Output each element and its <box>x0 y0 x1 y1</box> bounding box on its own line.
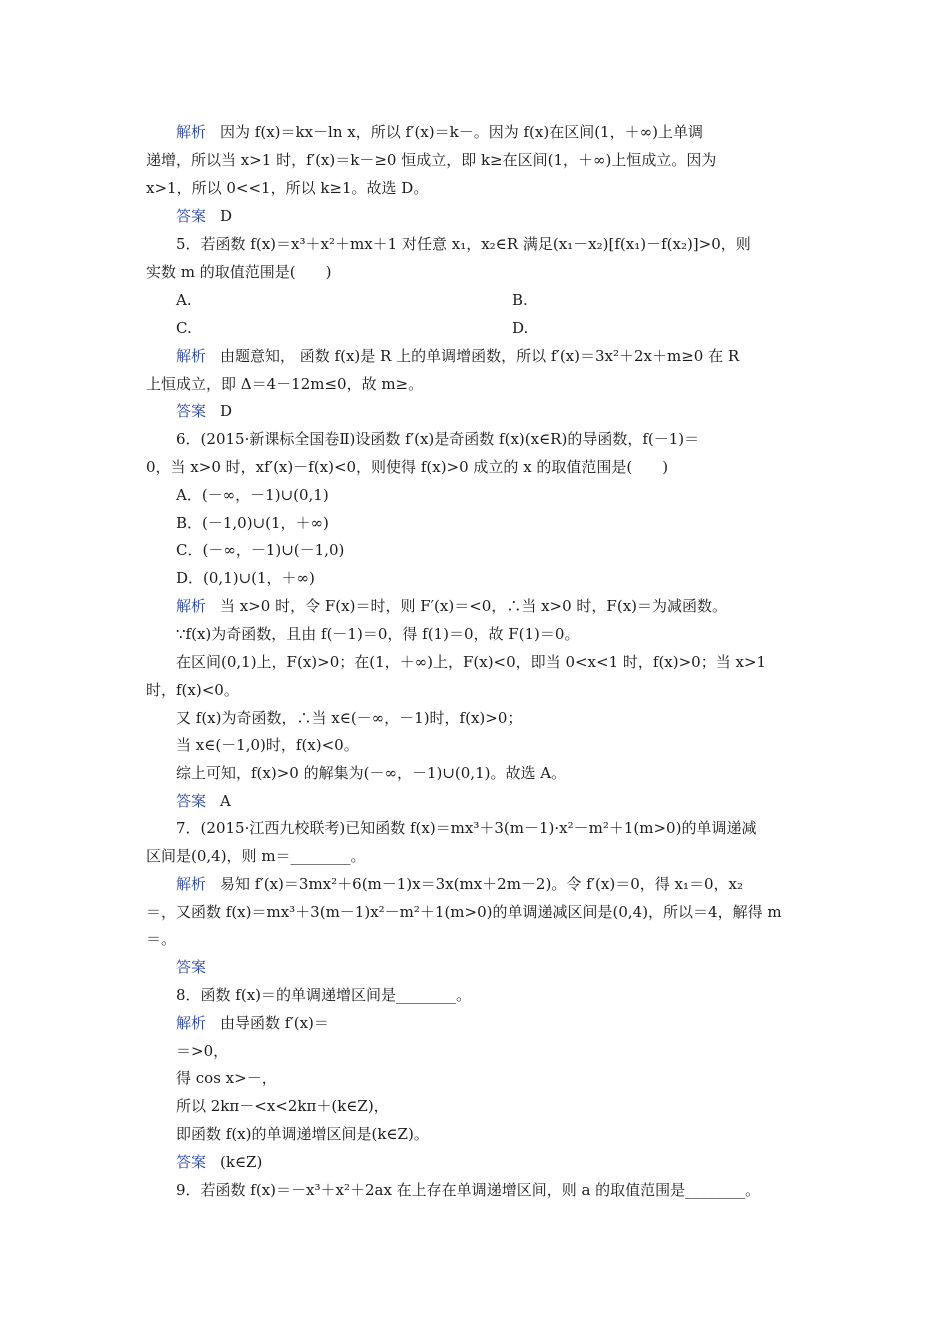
option-d: D. <box>512 319 529 337</box>
option-row <box>176 318 810 338</box>
text-line: ＝。 <box>146 930 177 948</box>
analysis-label: 解析 <box>176 597 207 615</box>
question-line: 5．若函数 f(x)＝x³＋x²＋mx＋1 对任意 x₁，x₂∈R 满足(x₁－x₂)[f(x₁)－f(x₂)]>0，则 <box>176 235 751 253</box>
option-c: C. <box>176 319 192 337</box>
text-line: 区间是(0,4)，则 m＝________。 <box>146 847 366 865</box>
text-line: 上恒成立，即 Δ＝4－12m≤0，故 m≥。 <box>146 375 424 393</box>
option-b: B．(－1,0)∪(1，＋∞) <box>176 514 329 532</box>
text-line: 当 x∈(－1,0)时，f(x)<0。 <box>176 736 359 754</box>
text-line: ∵f(x)为奇函数，且由 f(－1)＝0，得 f(1)＝0，故 F(1)＝0。 <box>176 625 580 643</box>
text-line: ＝，又函数 f(x)＝mx³＋3(m－1)x²－m²＋1(m>0)的单调递减区间是(0,4)，所以＝4，解得 m <box>146 903 782 921</box>
option-a: A．(－∞，－1)∪(0,1) <box>176 486 329 504</box>
analysis-label: 解析 <box>176 1014 207 1032</box>
answer-label: 答案 <box>176 792 207 810</box>
answer-label: 答案 <box>176 958 207 976</box>
question-line: 8．函数 f(x)＝的单调递增区间是________。 <box>176 986 472 1004</box>
option-a: A. <box>176 291 192 309</box>
option-d: D．(0,1)∪(1，＋∞) <box>176 569 315 587</box>
text-line: 解析 因为 f(x)＝kx－ln x，所以 f′(x)＝k－。因为 f(x)在区间(1，＋∞)上单调 <box>176 123 703 141</box>
text-line: 在区间(0,1)上，F(x)>0；在(1，＋∞)上，F(x)<0，即当 0<x<1 时，f(x)>0；当 x>1 <box>176 653 767 671</box>
analysis-label: 解析 <box>176 123 207 141</box>
text-line: 时，f(x)<0。 <box>146 681 239 699</box>
text-line: 解析 易知 f′(x)＝3mx²＋6(m－1)x＝3x(mx＋2m－2)。令 f′(x)＝0，得 x₁＝0，x₂ <box>176 875 744 893</box>
text-line: 递增，所以当 x>1 时，f′(x)＝k－≥0 恒成立，即 k≥在区间(1，＋∞)上恒成立。因为 <box>146 151 717 169</box>
answer-label: 答案 <box>176 402 207 420</box>
answer-line: 答案 D <box>176 207 233 225</box>
answer-label: 答案 <box>176 207 207 225</box>
text-line: x>1，所以 0<<1，所以 k≥1。故选 D。 <box>146 179 429 197</box>
text-line: 解析 当 x>0 时，令 F(x)＝时，则 F′(x)＝<0，∴当 x>0 时，F(x)＝为减函数。 <box>176 597 728 615</box>
text-line: 实数 m 的取值范围是( ) <box>146 263 332 281</box>
analysis-label: 解析 <box>176 347 207 365</box>
analysis-label: 解析 <box>176 875 207 893</box>
option-row <box>176 290 810 310</box>
answer-line <box>176 957 810 977</box>
text-line: 综上可知，f(x)>0 的解集为(－∞，－1)∪(0,1)。故选 A。 <box>176 764 567 782</box>
text-line: ＝>0， <box>176 1042 229 1060</box>
question-line: 9．若函数 f(x)＝－x³＋x²＋2ax 在上存在单调递增区间，则 a 的取值范围是________。 <box>176 1181 761 1199</box>
answer-line: 答案 (k∈Z) <box>176 1153 263 1171</box>
text-line: 解析 由导函数 f′(x)＝ <box>176 1014 329 1032</box>
answer-label: 答案 <box>176 1153 207 1171</box>
answer-line: 答案 D <box>176 402 233 420</box>
text-line: 解析 由题意知， 函数 f(x)是 R 上的单调增函数，所以 f′(x)＝3x²＋2x＋m≥0 在 R <box>176 347 740 365</box>
text-line: 即函数 f(x)的单调递增区间是(k∈Z)。 <box>176 1125 429 1143</box>
text-line: 所以 2kπ－<x<2kπ＋(k∈Z)， <box>176 1097 389 1115</box>
text-line: 又 f(x)为奇函数，∴当 x∈(－∞，－1)时，f(x)>0； <box>176 709 523 727</box>
option-c: C．(－∞，－1)∪(－1,0) <box>176 541 345 559</box>
option-b: B. <box>512 291 528 309</box>
text-line: 0，当 x>0 时，xf′(x)－f(x)<0，则使得 f(x)>0 成立的 x 的取值范围是( ) <box>146 458 669 476</box>
answer-line: 答案 A <box>176 792 231 810</box>
text-line: 得 cos x>－， <box>176 1069 277 1087</box>
question-line: 6．(2015·新课标全国卷Ⅱ)设函数 f′(x)是奇函数 f(x)(x∈R)的导函数，f(－1)＝ <box>176 430 700 448</box>
question-line: 7．(2015·江西九校联考)已知函数 f(x)＝mx³＋3(m－1)·x²－m²＋1(m>0)的单调递减 <box>176 819 757 837</box>
